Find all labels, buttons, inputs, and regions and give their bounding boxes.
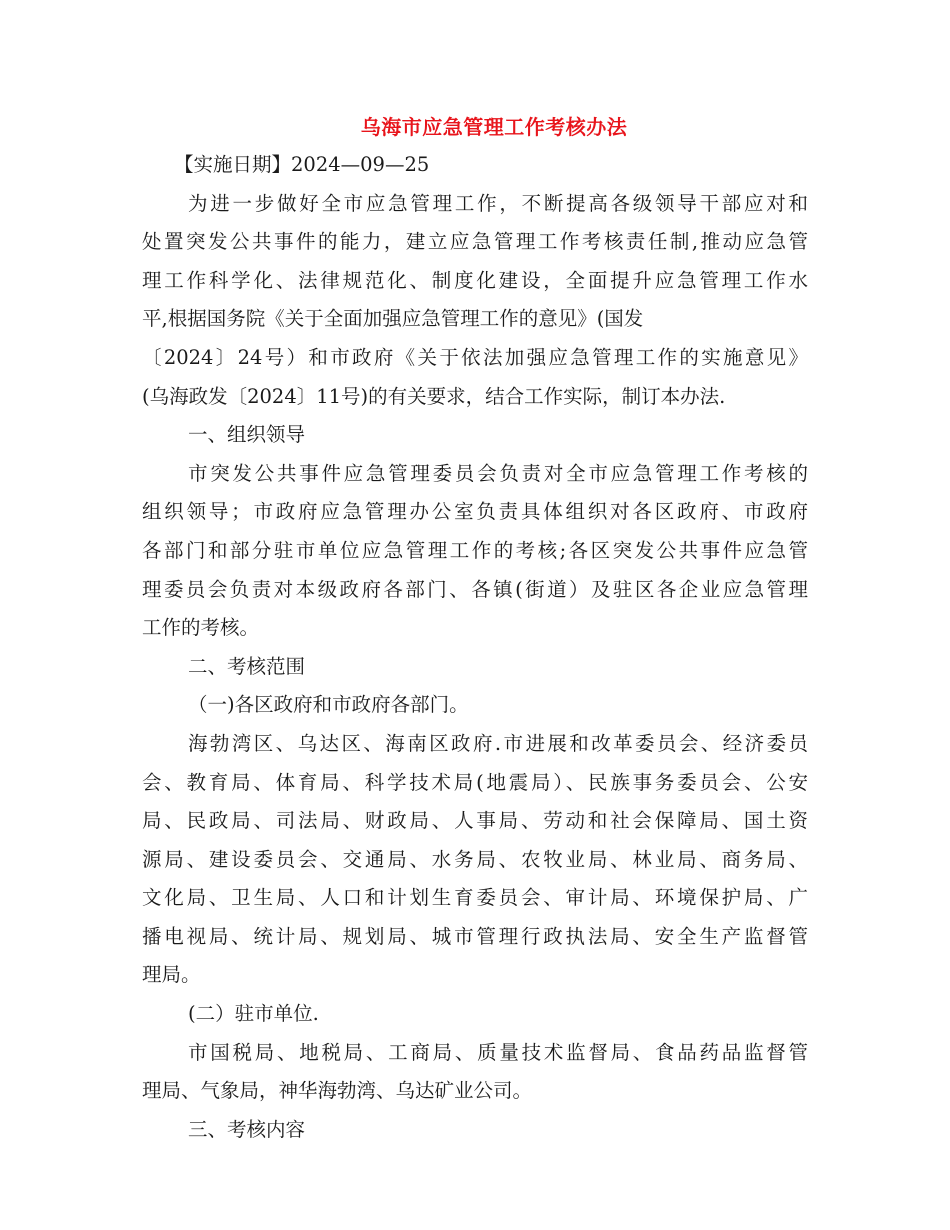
paragraph-line: 市国税局、地税局、工商局、质量技术监督局、食品药品监督管 — [188, 1040, 808, 1064]
document-body — [142, 146, 808, 1149]
paragraph-line: 各部门和部分驻市单位应急管理工作的考核;各区突发公共事件应急管 — [142, 538, 808, 562]
paragraph-line: 理工作科学化、法律规范化、制度化建设，全面提升应急管理工作水 — [142, 268, 808, 292]
paragraph-line: 播电视局、统计局、规划局、城市管理行政执法局、安全生产监督管 — [142, 924, 808, 948]
paragraph-line: 为进一步做好全市应急管理工作，不断提高各级领导干部应对和 — [188, 191, 808, 215]
paragraph-line: 会、教育局、体育局、科学技术局(地震局）、民族事务委员会、公安 — [142, 770, 808, 794]
paragraph-line: 三、考核内容 — [188, 1117, 306, 1141]
paragraph-line: 海勃湾区、乌达区、海南区政府.市进展和改革委员会、经济委员 — [188, 731, 808, 755]
paragraph-line: 处置突发公共事件的能力，建立应急管理工作考核责任制,推动应急管 — [142, 230, 808, 254]
paragraph-line: 二、考核范围 — [188, 654, 306, 678]
paragraph-line: 一、组织领导 — [188, 423, 306, 447]
paragraph-line: 理局、气象局，神华海勃湾、乌达矿业公司。 — [142, 1079, 533, 1103]
paragraph-line: 工作的考核。 — [142, 616, 260, 640]
document-title: 乌海市应急管理工作考核办法 — [360, 115, 628, 139]
paragraph-line: 市突发公共事件应急管理委员会负责对全市应急管理工作考核的 — [188, 461, 808, 485]
paragraph-line: 文化局、卫生局、人口和计划生育委员会、审计局、环境保护局、广 — [142, 886, 808, 910]
paragraph-line: (乌海政发〔2024〕11号)的有关要求，结合工作实际，制订本办法. — [142, 384, 726, 408]
paragraph-line: 理委员会负责对本级政府各部门、各镇(街道）及驻区各企业应急管理 — [142, 577, 808, 601]
paragraph-line: 平,根据国务院《关于全面加强应急管理工作的意见》(国发 — [142, 307, 644, 331]
paragraph-line: （一)各区政府和市政府各部门。 — [188, 693, 469, 717]
paragraph-line: 局、民政局、司法局、财政局、人事局、劳动和社会保障局、国土资 — [142, 809, 808, 833]
effective-date-line: 【实施日期】2024—09—25 — [174, 153, 430, 176]
paragraph-line: 〔2024〕24号）和市政府《关于依法加强应急管理工作的实施意见》 — [142, 345, 808, 369]
paragraph-line: 源局、建设委员会、交通局、水务局、农牧业局、林业局、商务局、 — [142, 847, 808, 871]
paragraph-line: (二）驻市单位. — [188, 1002, 319, 1026]
document-page — [142, 108, 808, 1149]
paragraph-line: 理局。 — [142, 963, 201, 987]
paragraph-line: 组织领导；市政府应急管理办公室负责具体组织对各区政府、市政府 — [142, 500, 808, 524]
